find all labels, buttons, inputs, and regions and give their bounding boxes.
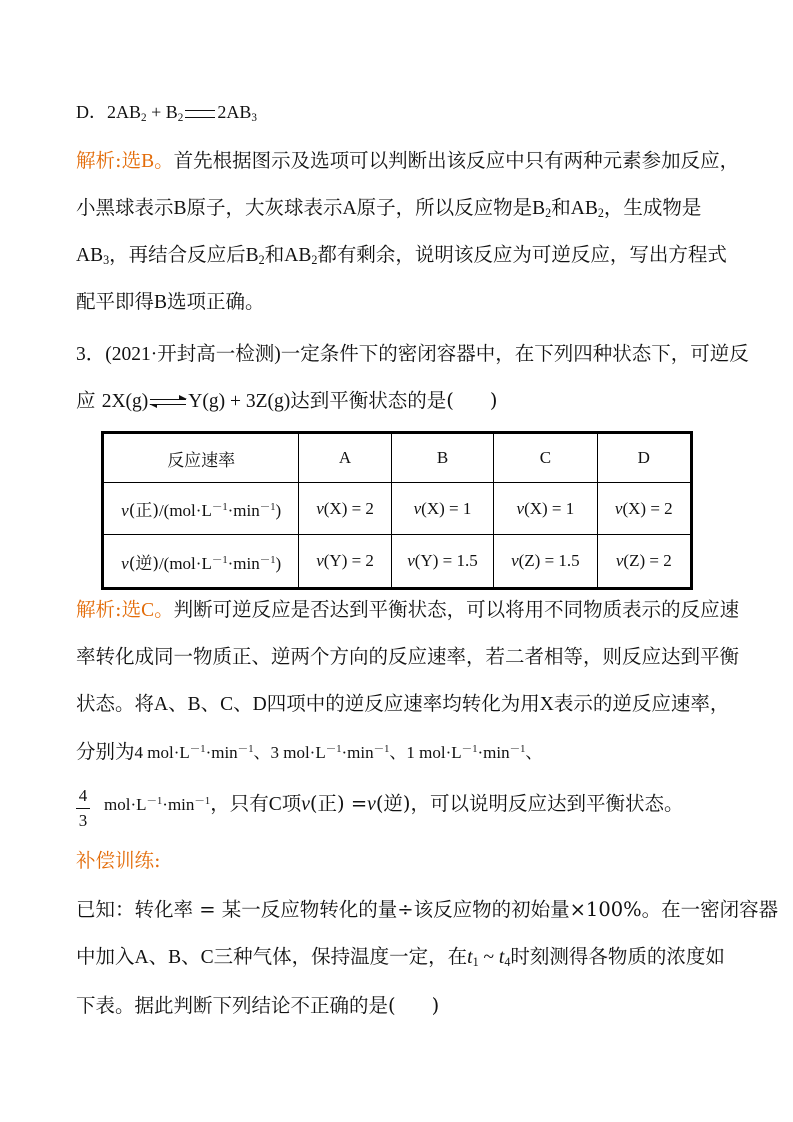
table-cell: v(X) = 1 bbox=[391, 483, 493, 535]
analysis-1-line-2: 小黑球表示B原子，大灰球表示A原子，所以反应物是$B_2$和$AB_2$，生成物是 bbox=[76, 196, 702, 221]
analysis-1-line-4: 配平即得B选项正确。 bbox=[76, 290, 265, 313]
supplement-line-1: 已知：转化率 = 某一反应物转化的量÷该反应物的初始量×100%。在一密闭容器 bbox=[76, 898, 779, 921]
analysis-2-line-3: 状态。将A、B、C、D四项中的逆反应速率均转化为用X表示的逆反应速率， bbox=[76, 692, 730, 715]
table-row bbox=[103, 483, 692, 535]
analysis-2-line-5: $mol\cdot L^{-1}\cdot\min^{-1}$，只有C项v(正) =v(逆)，可以说明反应达到平衡状态。 bbox=[104, 792, 684, 815]
row-label-forward-rate: v(正)$/(mol\cdot L^{-1}\cdot\min^{-1})$ bbox=[103, 483, 299, 535]
analysis-1-line-3: $AB_3$，再结合反应后$B_2$和$AB_2$都有剩余，说明该反应为可逆反应，写出方程式 bbox=[76, 243, 727, 268]
table-cell: v(X) = 1 bbox=[494, 483, 597, 535]
table-header-cell: C bbox=[494, 433, 597, 483]
analysis-2-line-4: 分别为4 $mol\cdot L^{-1}\cdot\min^{-1}$、3 $mol\cdot L^{-1}\cdot\min^{-1}$、1 $mol\cdot L^{-1}\cdot\min^{-1}$、 bbox=[76, 740, 543, 763]
question-3-line-1: 3．(2021·开封高一检测)一定条件下的密闭容器中，在下列四种状态下，可逆反 bbox=[76, 342, 749, 365]
analysis-1-line-1: 解析:选B。首先根据图示及选项可以判断出该反应中只有两种元素参加反应， bbox=[76, 149, 740, 172]
table-cell: v(Y) = 2 bbox=[299, 535, 391, 589]
analysis-choice: B。 bbox=[141, 151, 174, 172]
table-cell: v(Y) = 1.5 bbox=[391, 535, 493, 589]
table-header-row bbox=[103, 433, 692, 483]
analysis-label: 解析:选 bbox=[76, 149, 142, 172]
analysis-2-line-1: 解析:选C。判断可逆反应是否达到平衡状态，可以将用不同物质表示的反应速 bbox=[76, 598, 740, 621]
supplement-line-2: 中加入A、B、C三种气体，保持温度一定，在$t_1$ ~ $t_4$时刻测得各物质的浓度如 bbox=[76, 945, 725, 970]
table-cell: v(Z) = 1.5 bbox=[494, 535, 597, 589]
table-header-cell: 反应速率 bbox=[103, 433, 299, 483]
reversible-arrow-icon bbox=[150, 395, 186, 409]
question-3-line-2: 应 2X(g) Y(g) + 3Z(g)达到平衡状态的是( ) bbox=[76, 389, 498, 412]
table-cell: v(X) = 2 bbox=[597, 483, 691, 535]
supplement-line-3: 下表。据此判断下列结论不正确的是( ) bbox=[76, 994, 440, 1017]
supplement-title: 补偿训练: bbox=[76, 849, 161, 872]
table-row bbox=[103, 535, 692, 589]
reaction-rate-table bbox=[101, 431, 693, 590]
option-d: D．$2AB_2 + B_2$ $2AB_3$ bbox=[76, 102, 257, 124]
analysis-label: 解析:选 bbox=[76, 598, 142, 621]
analysis-2-line-2: 率转化成同一物质正、逆两个方向的反应速率，若二者相等，则反应达到平衡 bbox=[76, 645, 740, 668]
table-header-cell: D bbox=[597, 433, 691, 483]
fraction-four-thirds: 4 3 bbox=[76, 786, 90, 831]
table-cell: v(X) = 2 bbox=[299, 483, 391, 535]
table-header-cell: B bbox=[391, 433, 493, 483]
table-header-cell: A bbox=[299, 433, 391, 483]
analysis-choice: C。 bbox=[141, 600, 174, 621]
equals-double-line bbox=[185, 110, 215, 118]
row-label-reverse-rate: v(逆)$/(mol\cdot L^{-1}\cdot\min^{-1})$ bbox=[103, 535, 299, 589]
table-cell: v(Z) = 2 bbox=[597, 535, 691, 589]
